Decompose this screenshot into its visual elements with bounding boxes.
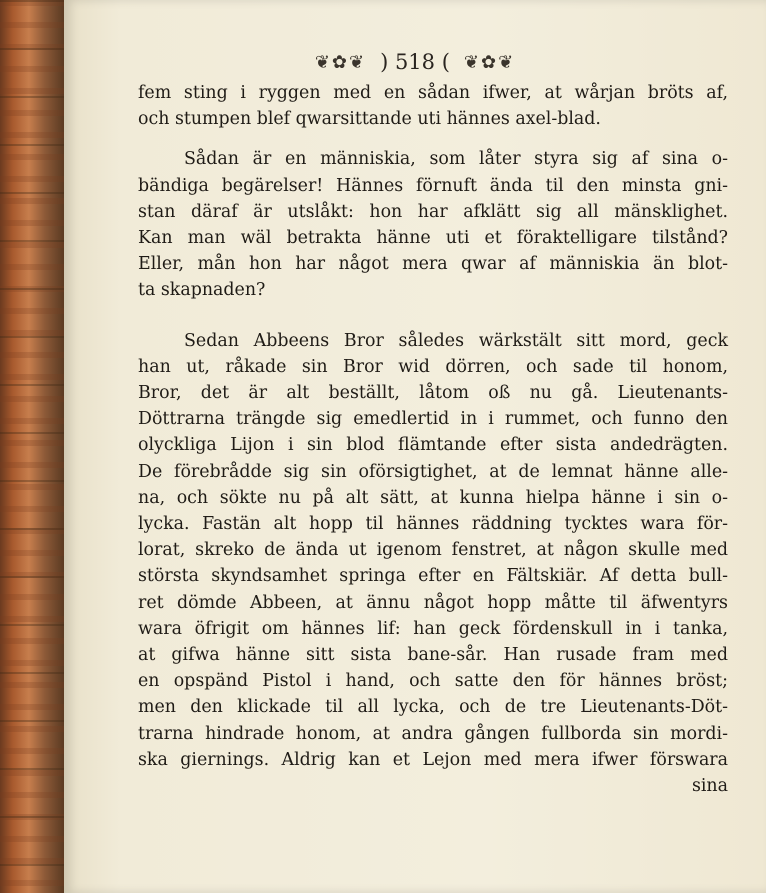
paragraph-gap [138,132,728,146]
text-line: fem sting i ryggen med en sådan ifwer, at wårjan bröts af, [138,83,728,103]
text-line: han ut, råkade sin Bror wid dörren, och sade til honom, [138,356,728,377]
paragraph-3 [138,328,728,773]
catchword: sina [691,776,728,797]
text-line: ta skapnaden? [138,280,266,301]
text-line: lycka. Fastän alt hopp til hännes räddning tycktes wara för- [138,514,728,535]
text-line: Döttrarna trängde sig emedlertid in i rummet, och funno den [138,409,728,430]
header-ornament-left: ❦✿❦ [314,51,367,73]
paragraph-1 [138,80,728,132]
text-line: Sedan Abbeens Bror således wärkstält sitt mord, geck [184,330,728,351]
header-ornament-right: ❦✿❦ [463,51,516,73]
text-line: bändiga begärelser! Hännes förnuft ända til den minsta gni- [138,175,728,196]
text-line: stan däraf är utslåkt: hon har afklätt sig all mänsklighet. [138,201,728,222]
text-line: trarna hindrade honom, at andra gången fullborda sin mordi- [138,723,728,744]
text-line: men den klickade til all lycka, och de tre Lieutenants-Döt- [138,697,728,718]
text-line: De förebrådde sig sin oförsigtighet, at de lemnat hänne alle- [138,461,728,482]
text-line: Eller, mån hon har något mera qwar af människia än blot- [138,254,728,275]
book-spine-edge [0,0,64,893]
text-line: olyckliga Lijon i sin blod flämtande efter sista andedrägten. [138,435,728,456]
text-line: största skyndsamhet springa efter en Fältskiär. Af detta bull- [138,566,728,587]
paragraph-2 [138,146,728,303]
text-line: ska giernings. Aldrig kan et Lejon med mera ifwer förswara [138,749,728,770]
page-number: ) 518 ( [380,50,450,74]
text-line: lorat, skreko de ända ut igenom fenstret, at någon skulle med [138,540,728,561]
text-line: na, och sökte nu på alt sätt, at kunna hielpa hänne i sin o- [138,487,728,508]
text-line: at gifwa hänne sitt sista bane-sår. Han rusade fram med [138,645,728,666]
text-line: Kan man wäl betrakta hänne uti et föraktelligare tilstånd? [138,228,728,249]
page-header [64,50,766,74]
text-line: en opspänd Pistol i hand, och satte den för hännes bröst; [138,671,728,692]
text-line: wara öfrigit om hännes lif: han geck fördenskull in i tanka, [138,618,728,639]
paragraph-gap [138,304,728,328]
text-line: Bror, det är alt beställt, låtom oß nu gå. Lieutenants- [138,383,728,404]
text-line: Sådan är en människia, som låter styra sig af sina o- [184,149,728,170]
text-line: ret dömde Abbeen, at ännu något hopp måtte til äfwentyrs [138,592,728,613]
page-text-block [138,80,728,799]
text-line: och stumpen blef qwarsittande uti hännes axel-blad. [138,109,601,130]
